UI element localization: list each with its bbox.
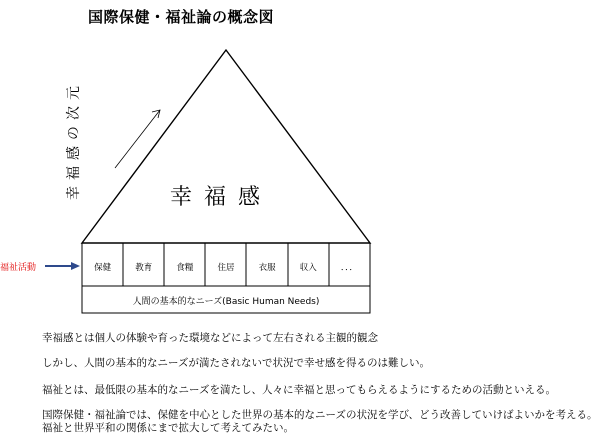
diagram-title: 国際保健・福祉論の概念図 (88, 8, 275, 26)
cell-health: 保健 (94, 263, 112, 273)
happiness-triangle (82, 50, 370, 243)
vertical-axis-text: 幸福感の次元 (66, 80, 82, 200)
paragraph-4: 国際保健・福祉論では、保健を中心とした世界の基本的なニーズの状況を学び、どう改善していけばよいかを考える。 (42, 409, 598, 421)
cell-housing: 住居 (217, 263, 235, 273)
cell-more: ．．． (340, 263, 358, 273)
paragraph-5: 福祉と世界平和の関係にまで拡大して考えてみたい。 (42, 422, 294, 434)
paragraph-3: 福祉とは、最低限の基本的なニーズを満たし、人々に幸福と思ってもらえるようにするための活動といえる。 (42, 384, 556, 396)
paragraph-2: しかし、人間の基本的なニーズが満たされないで状況で幸せ感を得るのは難しい。 (42, 357, 430, 369)
happiness-label: 幸福感 (169, 185, 272, 210)
cell-food: 食糧 (176, 263, 194, 273)
basic-needs-label: 人間の基本的なニーズ(Basic Human Needs) (132, 296, 320, 307)
paragraph-1: 幸福感とは個人の体験や育った環境などによって左右される主観的観念 (42, 332, 378, 344)
cell-education: 教育 (135, 263, 153, 273)
cell-income: 収入 (299, 263, 317, 273)
activity-arrow (45, 262, 80, 270)
needs-cells (82, 248, 370, 286)
welfare-activity-label: 福祉活動 (0, 263, 37, 273)
cell-clothing: 衣服 (258, 263, 276, 273)
dimension-arrow (115, 110, 160, 168)
vertical-axis-label (58, 62, 88, 218)
